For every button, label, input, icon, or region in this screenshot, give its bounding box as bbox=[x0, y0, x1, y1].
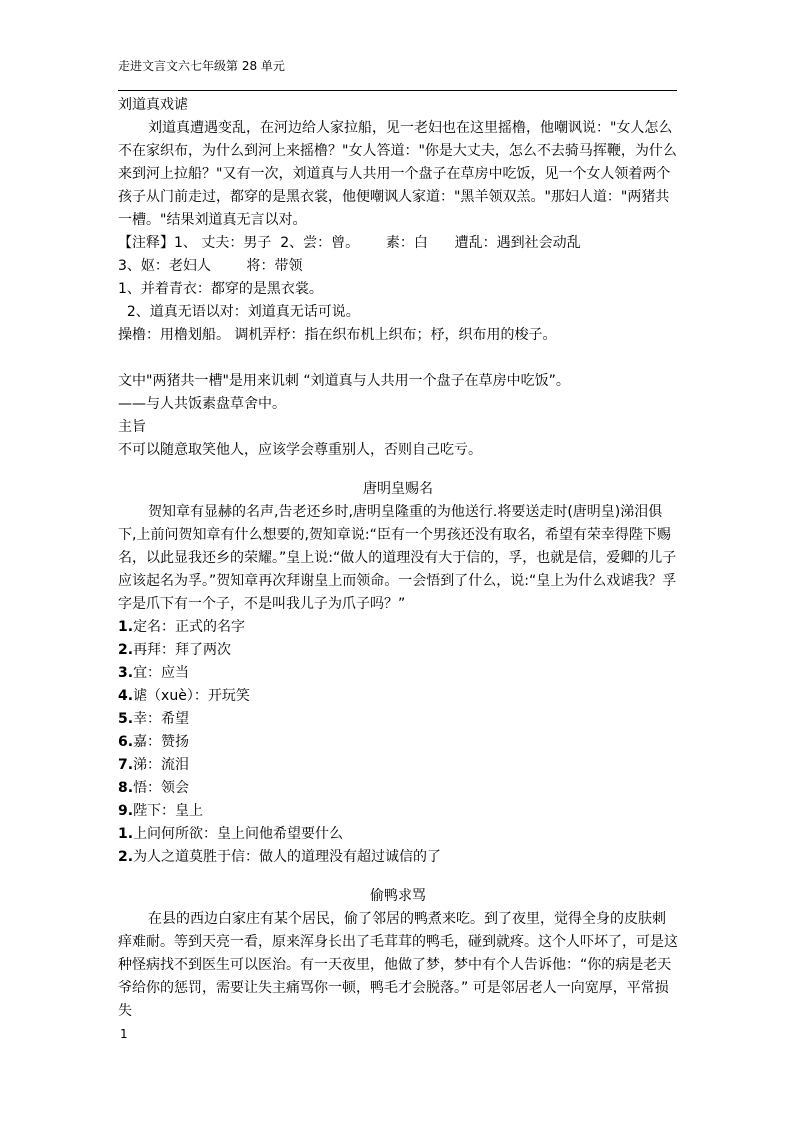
note-text: 陛下：皇上 bbox=[133, 803, 204, 819]
note-text: 为人之道莫胜于信：做人的道理没有超过诚信的了 bbox=[133, 849, 442, 865]
note-text: 嘉：赞扬 bbox=[133, 734, 190, 750]
note-text: 定名：正式的名字 bbox=[133, 619, 246, 635]
translation-line: ——与人共饭素盘草舍中。 bbox=[118, 396, 286, 412]
note-text: 再拜：拜了两次 bbox=[133, 642, 232, 658]
note-line: 2、道真无语以对：刘道真无话可说。 bbox=[118, 304, 360, 320]
note-number: 2. bbox=[118, 642, 134, 658]
spacer bbox=[118, 869, 678, 885]
note-number: 1. bbox=[118, 619, 134, 635]
note-line: 【注释】1、 丈夫：男子 2、尝：曾。 素：白 遭乱：遇到社会动乱 bbox=[118, 235, 581, 251]
spacer bbox=[118, 347, 678, 370]
note-item bbox=[118, 823, 678, 846]
note-number: 2. bbox=[118, 849, 134, 865]
story-paragraph: 贺知章有显赫的名声,告老还乡时,唐明皇隆重的为他送行.将要送走时(唐明皇)涕泪俱下,上前问贺知章有什么想要的,贺知章说:“臣有一个男孩还没有取名，希望有荣幸得陛下赐名，以此显我还乡的荣耀。”皇上说:“做人的道理没有大于信的，孚，也就是信，爱卿的儿子应该起名为孚。”贺知章再次拜谢皇上而领命。一会悟到了什么，说:“皇上为什么戏谑我？孚字是爪下有一个子，不是叫我儿子为爪子吗？” bbox=[118, 504, 677, 612]
page-number: 1 bbox=[120, 1027, 128, 1041]
analysis-line: 文中"两猪共一槽"是用来讥刺 “刘道真与人共用一个盘子在草房中吃饭”。 bbox=[118, 373, 570, 389]
note-item bbox=[118, 846, 678, 869]
note-number: 7. bbox=[118, 757, 134, 773]
note-number: 6. bbox=[118, 734, 134, 750]
section-title: 偷鸭求骂 bbox=[370, 888, 426, 904]
note-line: 操橹：用橹划船。 调机弄杼：指在织布机上织布；杼，织布用的梭子。 bbox=[118, 327, 557, 343]
story-paragraph: 在县的西边白家庄有某个居民，偷了邻居的鸭煮来吃。到了夜里，觉得全身的皮肤刺痒难耐。等到天亮一看，原来浑身长出了毛茸茸的鸭毛，碰到就疼。这个人吓坏了，可是这种怪病找不到医生可以医治。有一天夜里，他做了梦，梦中有个人告诉他：“你的病是老天爷给你的惩罚，需要让失主痛骂你一顿，鸭毛才会脱落。” 可是邻居老人一向宽厚，平常损失 bbox=[118, 911, 678, 1019]
note-item bbox=[118, 708, 678, 731]
header-rule bbox=[118, 90, 677, 91]
note-text: 幸：希望 bbox=[133, 711, 190, 727]
section-title: 唐明皇赐名 bbox=[363, 481, 433, 497]
note-item bbox=[118, 731, 678, 754]
note-line: 1、并着青衣：都穿的是黑衣裳。 bbox=[118, 281, 323, 297]
notes-list bbox=[118, 616, 678, 869]
story-paragraph: 刘道真遭遇变乱，在河边给人家拉船，见一老妇也在这里摇橹，他嘲讽说："女人怎么不在家织布，为什么到河上来摇橹？"女人答道："你是大丈夫，怎么不去骑马挥鞭，为什么来到河上拉船？"又有一次，刘道真与人共用一个盘子在草房中吃饭，见一个女人领着两个孩子从门前走过，都穿的是黑衣裳，他便嘲讽人家道："黑羊领双羔。"那妇人道："两猪共一槽。"结果刘道真无言以对。 bbox=[118, 120, 677, 228]
note-number: 3. bbox=[118, 665, 134, 681]
theme-label: 主旨 bbox=[118, 419, 146, 435]
note-number: 8. bbox=[118, 780, 134, 796]
note-number: 4. bbox=[118, 688, 134, 704]
document-body bbox=[118, 94, 678, 1023]
section-title: 刘道真戏谑 bbox=[118, 97, 188, 113]
note-number: 1. bbox=[118, 826, 134, 842]
note-text: 上问何所欲：皇上问他希望要什么 bbox=[133, 826, 344, 842]
note-text: 悟：领会 bbox=[133, 780, 190, 796]
note-item bbox=[118, 777, 678, 800]
note-item bbox=[118, 616, 678, 639]
page-header: 走进文言文六七年级第 28 单元 bbox=[118, 59, 285, 73]
note-item bbox=[118, 662, 678, 685]
note-text: 谑（xuè）：开玩笑 bbox=[133, 688, 250, 704]
spacer bbox=[118, 462, 678, 478]
note-item bbox=[118, 754, 678, 777]
note-item bbox=[118, 800, 678, 823]
note-number: 9. bbox=[118, 803, 134, 819]
note-item bbox=[118, 685, 678, 708]
note-text: 宜：应当 bbox=[133, 665, 190, 681]
note-text: 涕：流泪 bbox=[133, 757, 190, 773]
note-item bbox=[118, 639, 678, 662]
theme-text: 不可以随意取笑他人，应该学会尊重别人，否则自己吃亏。 bbox=[118, 442, 482, 458]
note-number: 5. bbox=[118, 711, 134, 727]
note-line: 3、妪：老妇人 将：带领 bbox=[118, 258, 303, 274]
